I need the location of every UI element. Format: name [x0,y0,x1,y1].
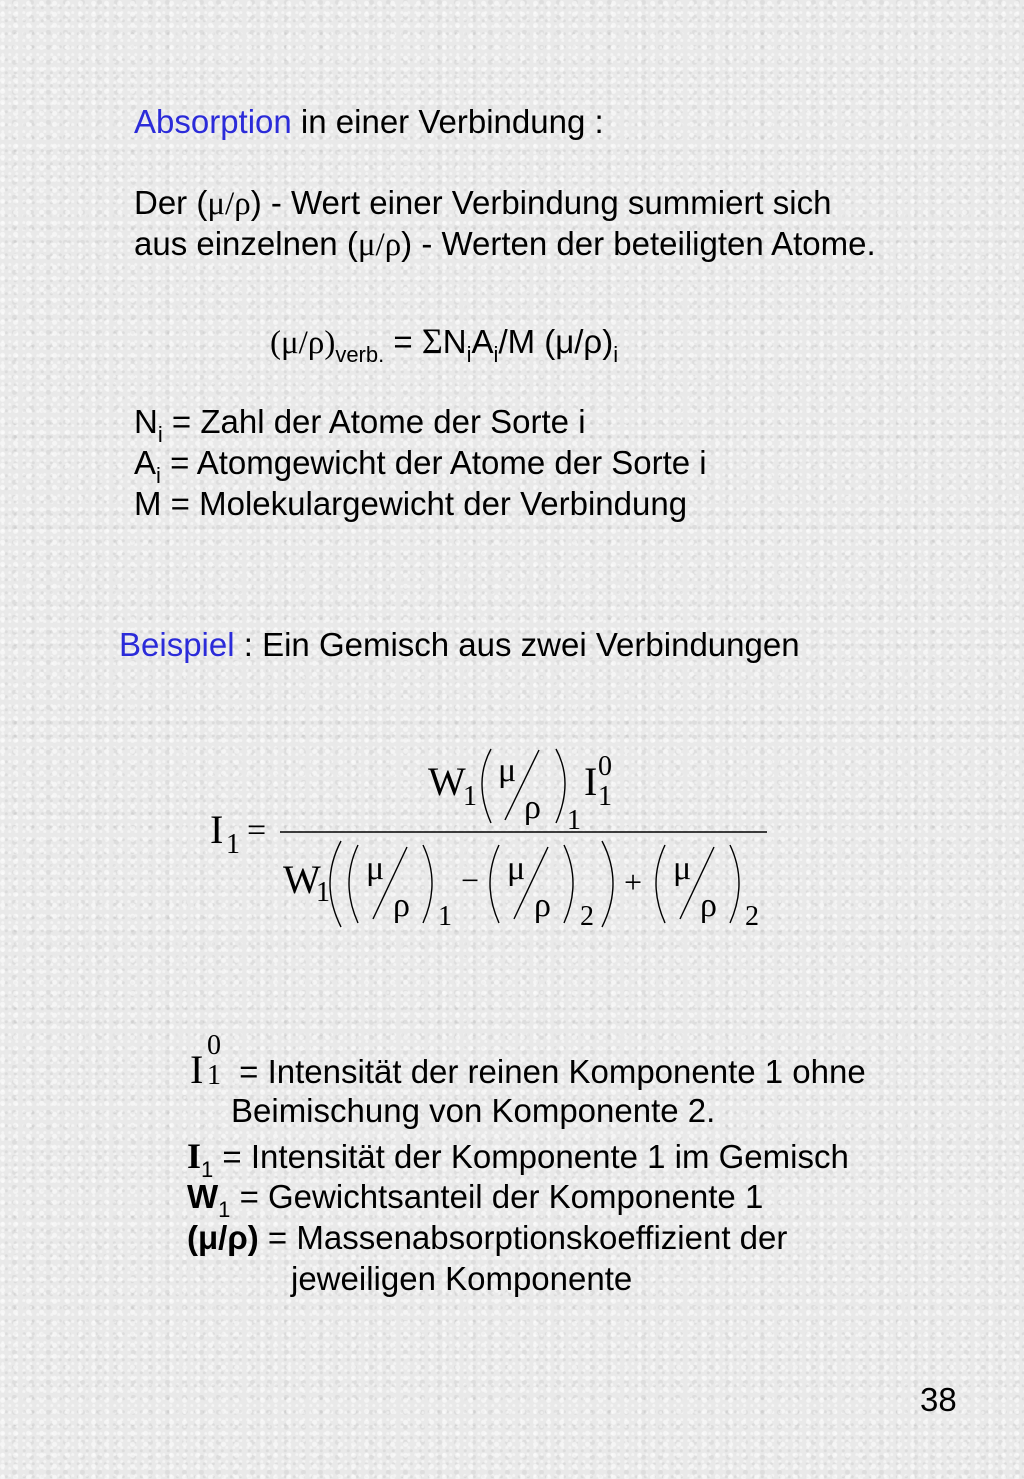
den-w-sub: 1 [316,877,330,908]
den-g2-rho: ρ [534,887,551,924]
den-g2-paren-right [564,845,573,923]
legend-mr: (μ/ρ) = Massenabsorptionskoeffizient der [187,1219,788,1256]
num-mu: μ [498,752,517,789]
intro-line-2: aus einzelnen (μ/ρ) - Werten der beteiligten Atome. [134,225,876,263]
den-g2-paren-left [490,845,499,923]
den-g2-mu: μ [507,850,526,887]
den-g3-paren-right [730,845,739,923]
num-rho: ρ [524,789,541,826]
intro-line-1: Der (μ/ρ) - Wert einer Verbindung summiert sich [134,184,832,222]
num-paren-left [482,749,491,823]
num-w: W [428,759,466,804]
definition-a: $A_i$ = Atomgewicht der Atome der Sorte i [134,444,707,488]
den-g2-sub: 2 [580,901,594,932]
definition-n: $N_i$ = Zahl der Atome der Sorte i [134,403,586,447]
heading-accent: Absorption [134,103,292,140]
example-rest: : Ein Gemisch aus zwei Verbindungen [234,626,800,663]
definition-m: M = Molekulargewicht der Verbindung [134,485,688,522]
den-w: W [283,857,321,902]
den-g1-sub: 1 [438,901,452,932]
section-heading [134,102,604,142]
legend-i1: $I_1$ = Intensität der Komponente 1 im Gemisch [187,1136,849,1182]
num-w-sub: 1 [463,781,477,812]
num-sub1: 1 [567,805,581,836]
den-minus: − [461,862,480,898]
den-plus: + [624,864,643,900]
den-g3-rho: ρ [700,887,717,924]
num-paren-right [556,749,565,823]
den-g3-paren-left [656,845,665,923]
den-g1-paren-left [349,845,358,923]
den-g1-paren-right [423,845,432,923]
example-heading [119,625,800,665]
heading-rest: in einer Verbindung : [291,103,604,140]
legend-w1: $W_1$ = Gewichtsanteil der Komponente 1 [187,1178,764,1222]
num-i-sub: 1 [598,781,612,812]
lhs-symbol: I [210,807,224,852]
den-g1-mu: μ [366,850,385,887]
den-g3-sub: 2 [745,901,759,932]
example-accent: Beispiel [119,626,235,663]
legend-i0-cont: Beimischung von Komponente 2. [231,1092,716,1129]
page-number: 38 [920,1381,957,1418]
mixture-formula [195,735,795,945]
legend-i0: I 0 1 = Intensität der reinen Komponente 1 ohne [190,1030,866,1092]
lhs-sub: 1 [226,829,240,860]
equals-sign: = [247,812,267,849]
num-i-sup: 0 [598,751,612,782]
legend-i0-symbol: I 0 1 [190,1030,221,1092]
num-i: I [584,759,598,804]
den-outer-paren-right [602,841,613,927]
den-g1-rho: ρ [393,887,410,924]
compound-formula: $(\mu/\rho)_{verb.} = \Sigma N_iA_i/M$ $(\mu/\rho)_i$ [270,321,619,367]
legend-mr-cont: jeweiligen Komponente [291,1260,633,1297]
den-outer-paren-left [330,841,341,927]
den-g3-mu: μ [673,850,692,887]
